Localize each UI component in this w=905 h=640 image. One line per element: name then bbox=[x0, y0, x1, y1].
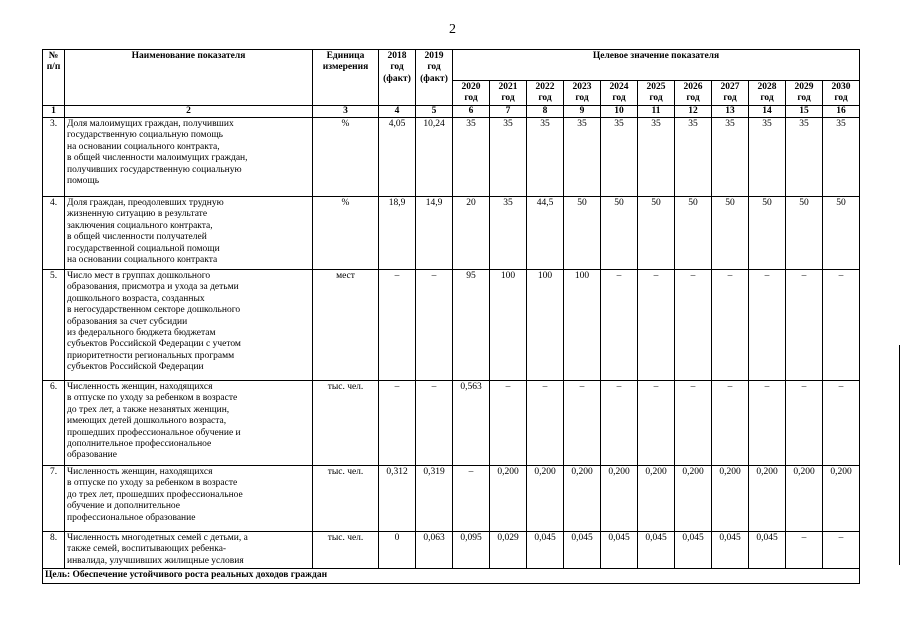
value-cell: 20 bbox=[453, 197, 490, 270]
header-year-suffix: год bbox=[464, 93, 478, 103]
header-year-value: 2028 bbox=[757, 82, 777, 92]
value-cell: – bbox=[675, 270, 712, 381]
header-year-value: 2029 bbox=[794, 82, 814, 92]
value-cell: 18,9 bbox=[379, 197, 416, 270]
goal-row bbox=[43, 569, 860, 583]
value-cell: 100 bbox=[490, 270, 527, 381]
value-cell: 0,200 bbox=[490, 466, 527, 532]
value-cell: – bbox=[823, 532, 860, 569]
value-cell: 0,045 bbox=[527, 532, 564, 569]
value-cell: 0,045 bbox=[675, 532, 712, 569]
value-cell: 35 bbox=[823, 118, 860, 197]
value-cell: 35 bbox=[712, 118, 749, 197]
header-2018: 2018 год (факт) bbox=[379, 50, 416, 106]
indicator-unit: % bbox=[313, 197, 379, 270]
header-year-value: 2021 bbox=[498, 82, 518, 92]
value-cell: 0,563 bbox=[453, 381, 490, 466]
value-cell: 4,05 bbox=[379, 118, 416, 197]
value-cell: 0,045 bbox=[749, 532, 786, 569]
row-number: 3. bbox=[43, 118, 65, 197]
value-cell: 0,045 bbox=[564, 532, 601, 569]
header-year bbox=[527, 81, 564, 106]
column-index-cell: 16 bbox=[823, 106, 860, 118]
header-year bbox=[564, 81, 601, 106]
column-index-cell: 7 bbox=[490, 106, 527, 118]
value-cell: – bbox=[601, 270, 638, 381]
value-cell: 0,319 bbox=[416, 466, 453, 532]
value-cell: 35 bbox=[675, 118, 712, 197]
value-cell: 0,045 bbox=[712, 532, 749, 569]
value-cell: 0,312 bbox=[379, 466, 416, 532]
value-cell: – bbox=[823, 381, 860, 466]
value-cell: 0,200 bbox=[823, 466, 860, 532]
column-index-cell: 14 bbox=[749, 106, 786, 118]
row-number: 5. bbox=[43, 270, 65, 381]
column-index-cell: 3 bbox=[313, 106, 379, 118]
value-cell: 0,200 bbox=[638, 466, 675, 532]
table-row bbox=[43, 381, 860, 466]
header-year bbox=[675, 81, 712, 106]
header-year-suffix: год bbox=[575, 93, 589, 103]
value-cell: 35 bbox=[527, 118, 564, 197]
table-row bbox=[43, 466, 860, 532]
column-index-cell: 5 bbox=[416, 106, 453, 118]
value-cell: – bbox=[786, 381, 823, 466]
column-index-row bbox=[43, 106, 860, 118]
header-year-suffix: год bbox=[501, 93, 515, 103]
value-cell: 0,063 bbox=[416, 532, 453, 569]
header-unit: Единица измерения bbox=[313, 50, 379, 106]
header-year-suffix: год bbox=[686, 93, 700, 103]
header-year-value: 2024 bbox=[609, 82, 629, 92]
value-cell: 35 bbox=[786, 118, 823, 197]
value-cell: 100 bbox=[527, 270, 564, 381]
header-year-value: 2026 bbox=[683, 82, 703, 92]
indicator-name: Доля граждан, преодолевших трудную жизненную ситуацию в результате заключения социального контракта, в общей численности получателей государственной социальной помощи на основании социального контракта bbox=[65, 197, 313, 270]
value-cell: 50 bbox=[823, 197, 860, 270]
value-cell: 44,5 bbox=[527, 197, 564, 270]
value-cell: 0,200 bbox=[786, 466, 823, 532]
header-year-value: 2020 bbox=[461, 82, 481, 92]
value-cell: 35 bbox=[638, 118, 675, 197]
header-year bbox=[823, 81, 860, 106]
header-2019: 2019 год (факт) bbox=[416, 50, 453, 106]
header-name: Наименование показателя bbox=[65, 50, 313, 106]
column-index-cell: 12 bbox=[675, 106, 712, 118]
value-cell: – bbox=[712, 270, 749, 381]
indicator-unit: тыс. чел. bbox=[313, 532, 379, 569]
header-year-suffix: год bbox=[797, 93, 811, 103]
value-cell: – bbox=[638, 270, 675, 381]
value-cell: 0,029 bbox=[490, 532, 527, 569]
header-year bbox=[453, 81, 490, 106]
table-row bbox=[43, 532, 860, 569]
value-cell: – bbox=[786, 270, 823, 381]
table-row bbox=[43, 197, 860, 270]
table-row bbox=[43, 118, 860, 197]
column-index-cell: 10 bbox=[601, 106, 638, 118]
header-year-value: 2022 bbox=[535, 82, 555, 92]
column-index-cell: 2 bbox=[65, 106, 313, 118]
header-num: № п/п bbox=[43, 50, 65, 106]
value-cell: 35 bbox=[601, 118, 638, 197]
value-cell: 35 bbox=[490, 118, 527, 197]
value-cell: – bbox=[823, 270, 860, 381]
column-index-cell: 9 bbox=[564, 106, 601, 118]
header-year-suffix: год bbox=[538, 93, 552, 103]
header-year-suffix: год bbox=[649, 93, 663, 103]
value-cell: 0 bbox=[379, 532, 416, 569]
value-cell: 0,200 bbox=[601, 466, 638, 532]
value-cell: – bbox=[786, 532, 823, 569]
value-cell: – bbox=[712, 381, 749, 466]
value-cell: 35 bbox=[564, 118, 601, 197]
table-row bbox=[43, 270, 860, 381]
row-number: 8. bbox=[43, 532, 65, 569]
header-year bbox=[490, 81, 527, 106]
value-cell: 35 bbox=[749, 118, 786, 197]
column-index-cell: 13 bbox=[712, 106, 749, 118]
header-year-suffix: год bbox=[760, 93, 774, 103]
value-cell: 50 bbox=[601, 197, 638, 270]
indicator-name: Число мест в группах дошкольного образования, присмотра и ухода за детьми дошкольного возраста, созданных в негосударственном секторе дошкольного образования за счет субсидии из федерального бюджета бюджетам субъектов Российской Федерации с учетом приоритетности региональных программ субъектов Российской Федерации bbox=[65, 270, 313, 381]
value-cell: – bbox=[416, 381, 453, 466]
goal-text: Цель: Обеспечение устойчивого роста реальных доходов граждан bbox=[43, 569, 860, 583]
value-cell: 35 bbox=[453, 118, 490, 197]
page-number: 2 bbox=[449, 22, 456, 37]
value-cell: 50 bbox=[786, 197, 823, 270]
indicator-name: Численность многодетных семей с детьми, а также семей, воспитывающих ребенка- инвалида, улучшивших жилищные условия bbox=[65, 532, 313, 569]
value-cell: 50 bbox=[712, 197, 749, 270]
row-number: 7. bbox=[43, 466, 65, 532]
value-cell: – bbox=[379, 270, 416, 381]
value-cell: 10,24 bbox=[416, 118, 453, 197]
indicator-name: Численность женщин, находящихся в отпуске по уходу за ребенком в возрасте до трех лет, прошедших профессиональное обучение и дополнительное профессиональное образование bbox=[65, 466, 313, 532]
header-year-suffix: год bbox=[723, 93, 737, 103]
indicator-unit: мест bbox=[313, 270, 379, 381]
column-index-cell: 11 bbox=[638, 106, 675, 118]
header-year bbox=[712, 81, 749, 106]
value-cell: 95 bbox=[453, 270, 490, 381]
value-cell: – bbox=[749, 381, 786, 466]
value-cell: 50 bbox=[749, 197, 786, 270]
value-cell: 35 bbox=[490, 197, 527, 270]
value-cell: – bbox=[490, 381, 527, 466]
header-year-suffix: год bbox=[612, 93, 626, 103]
value-cell: – bbox=[453, 466, 490, 532]
header-year-value: 2025 bbox=[646, 82, 666, 92]
value-cell: 0,200 bbox=[749, 466, 786, 532]
row-number: 4. bbox=[43, 197, 65, 270]
table-header bbox=[43, 50, 860, 106]
indicator-name: Доля малоимущих граждан, получивших государственную социальную помощь на основании социального контракта, в общей численности малоимущих граждан, получивших государственную социальную помощь bbox=[65, 118, 313, 197]
value-cell: 0,045 bbox=[601, 532, 638, 569]
header-year bbox=[749, 81, 786, 106]
value-cell: – bbox=[527, 381, 564, 466]
value-cell: – bbox=[638, 381, 675, 466]
value-cell: 0,045 bbox=[638, 532, 675, 569]
value-cell: 100 bbox=[564, 270, 601, 381]
value-cell: 50 bbox=[638, 197, 675, 270]
header-target: Целевое значение показателя bbox=[453, 50, 860, 81]
header-year bbox=[786, 81, 823, 106]
value-cell: – bbox=[564, 381, 601, 466]
header-year-suffix: год bbox=[834, 93, 848, 103]
value-cell: – bbox=[749, 270, 786, 381]
value-cell: 0,200 bbox=[675, 466, 712, 532]
indicator-unit: % bbox=[313, 118, 379, 197]
value-cell: 0,200 bbox=[564, 466, 601, 532]
value-cell: – bbox=[675, 381, 712, 466]
value-cell: – bbox=[416, 270, 453, 381]
indicator-unit: тыс. чел. bbox=[313, 381, 379, 466]
header-year-value: 2023 bbox=[572, 82, 592, 92]
value-cell: 14,9 bbox=[416, 197, 453, 270]
value-cell: 0,200 bbox=[527, 466, 564, 532]
header-year-value: 2030 bbox=[831, 82, 851, 92]
value-cell: 0,095 bbox=[453, 532, 490, 569]
column-index-cell: 4 bbox=[379, 106, 416, 118]
margin-line bbox=[899, 345, 900, 565]
indicators-table bbox=[42, 49, 860, 584]
column-index-cell: 6 bbox=[453, 106, 490, 118]
table-body bbox=[43, 106, 860, 584]
header-year bbox=[601, 81, 638, 106]
header-year-value: 2027 bbox=[720, 82, 740, 92]
column-index-cell: 8 bbox=[527, 106, 564, 118]
row-number: 6. bbox=[43, 381, 65, 466]
value-cell: 50 bbox=[675, 197, 712, 270]
column-index-cell: 1 bbox=[43, 106, 65, 118]
value-cell: – bbox=[379, 381, 416, 466]
indicator-name: Численность женщин, находящихся в отпуске по уходу за ребенком в возрасте до трех лет, а также незанятых женщин, имеющих детей дошкольного возраста, прошедших профессиональное обучение и дополнительное профессиональное образование bbox=[65, 381, 313, 466]
column-index-cell: 15 bbox=[786, 106, 823, 118]
value-cell: – bbox=[601, 381, 638, 466]
header-year bbox=[638, 81, 675, 106]
indicator-unit: тыс. чел. bbox=[313, 466, 379, 532]
value-cell: 0,200 bbox=[712, 466, 749, 532]
value-cell: 50 bbox=[564, 197, 601, 270]
